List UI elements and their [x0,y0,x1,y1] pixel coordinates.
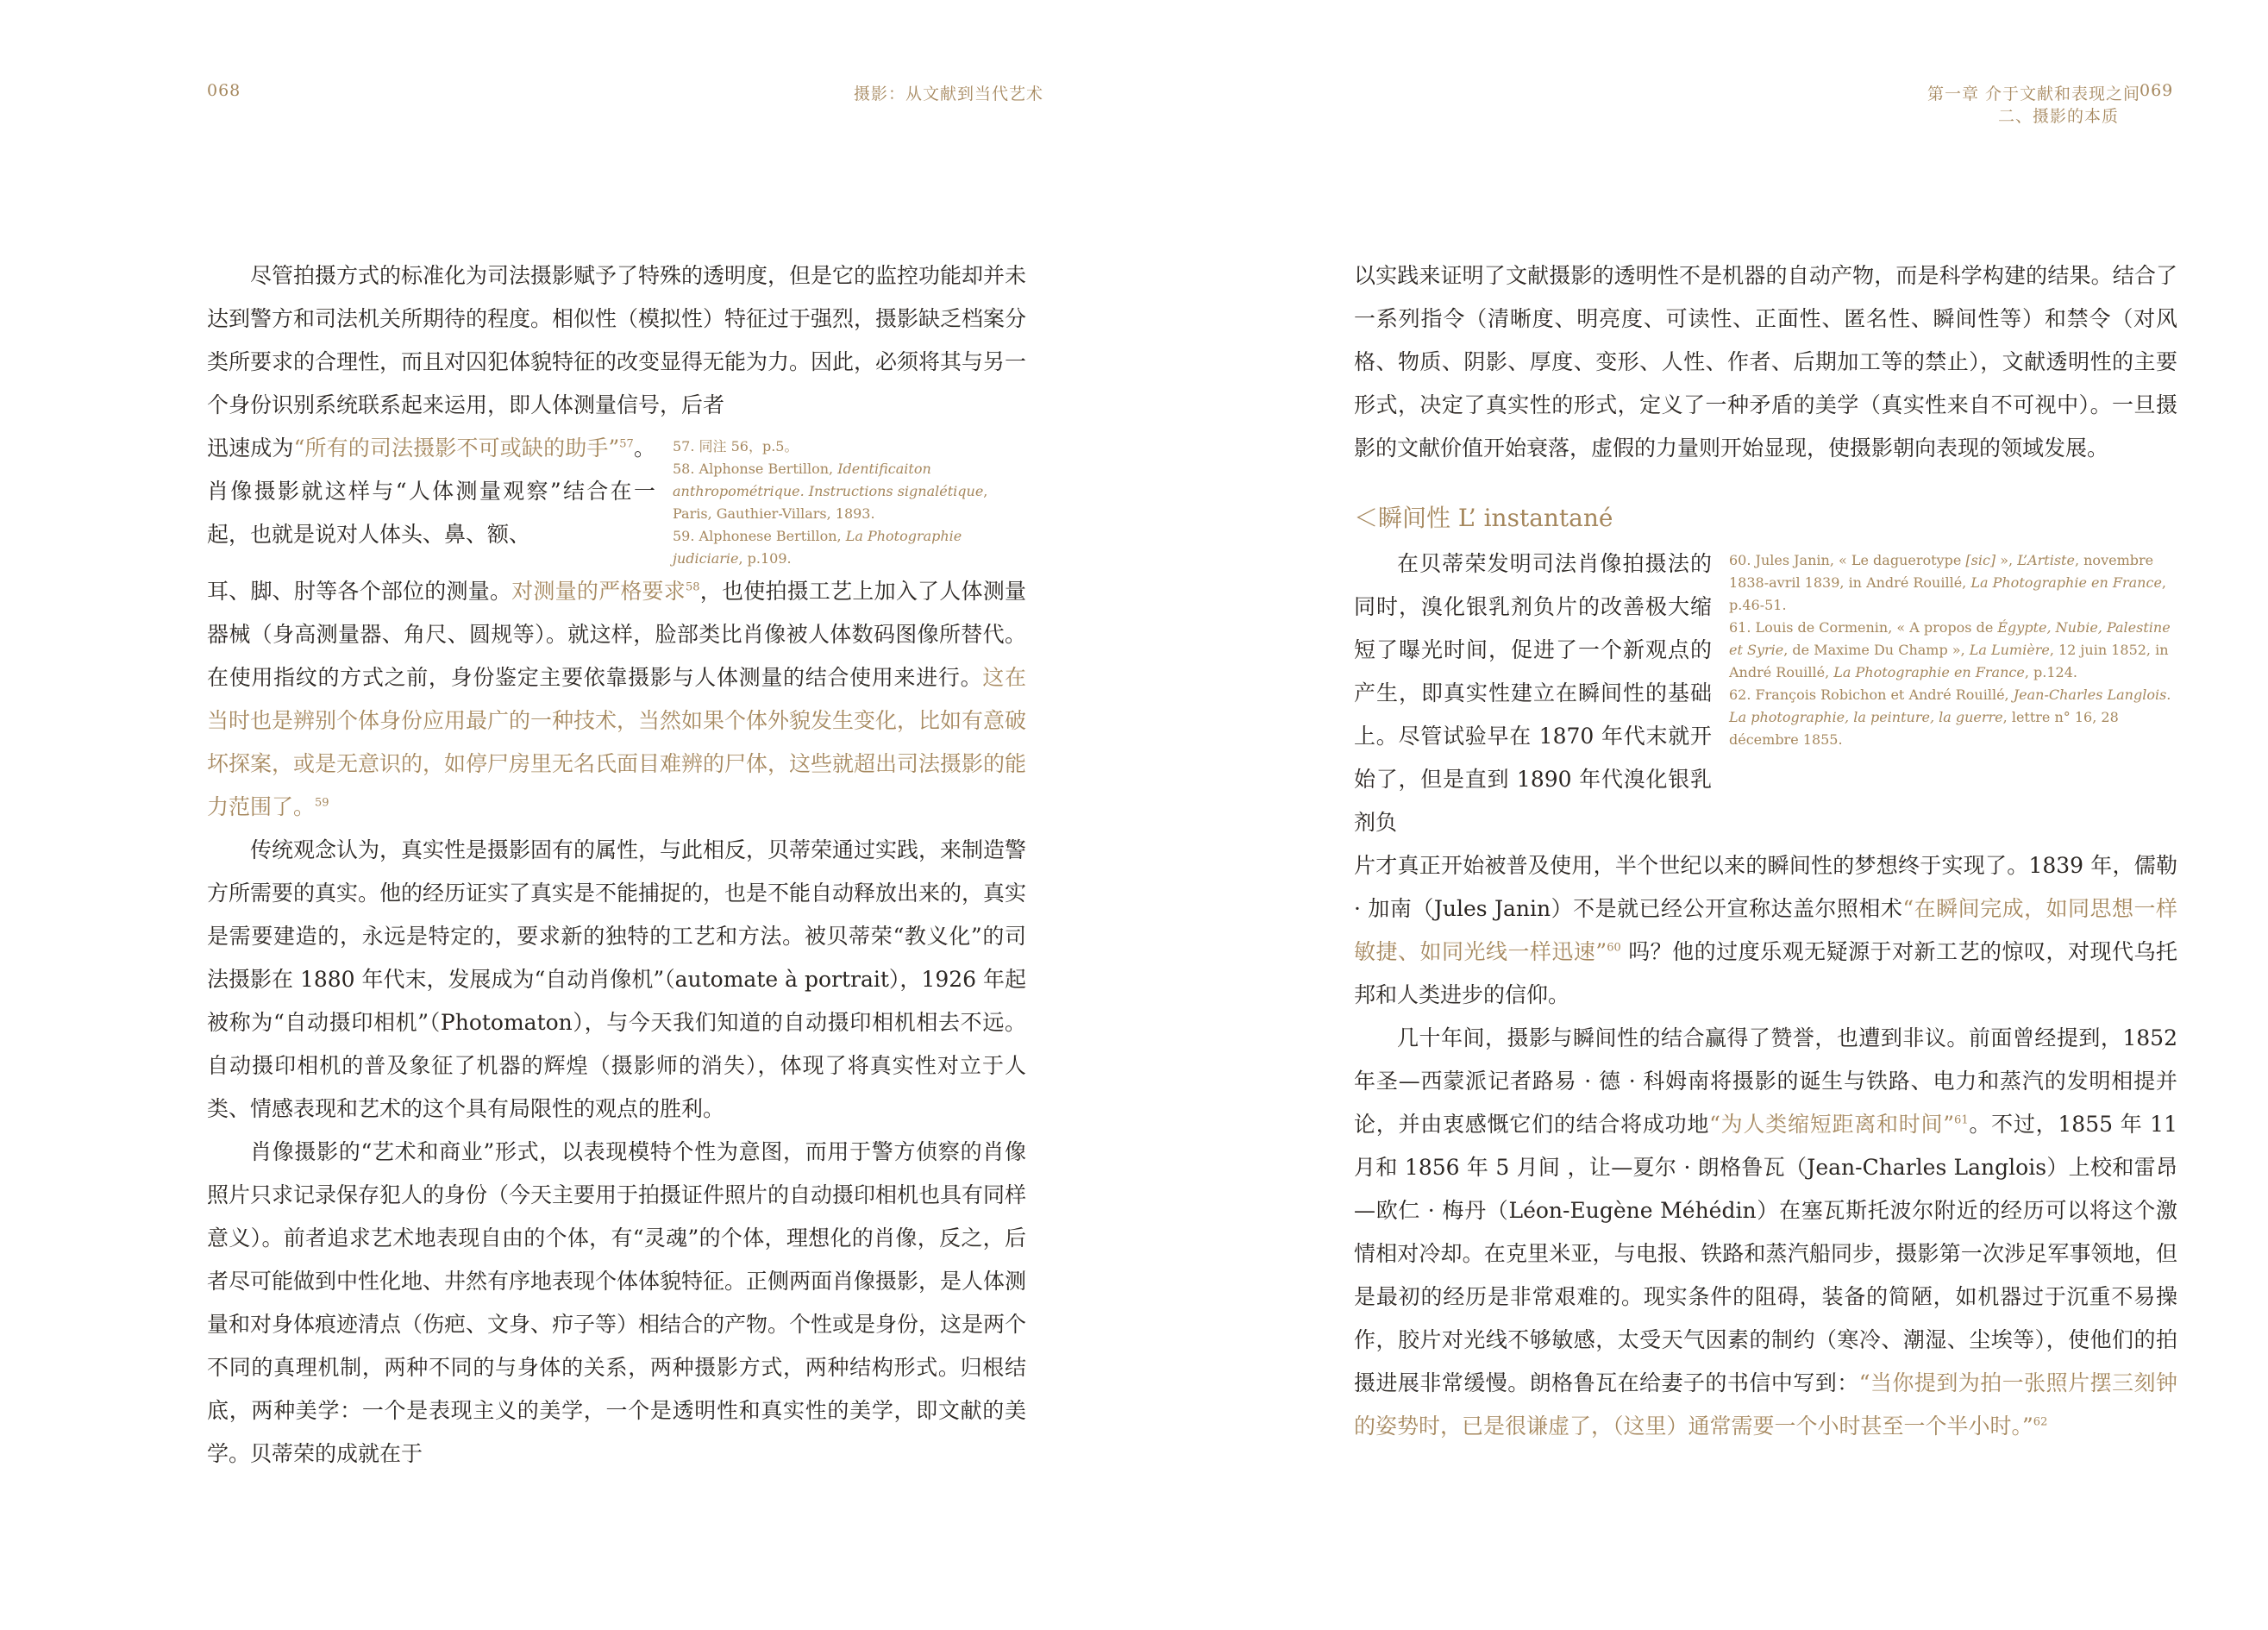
paragraph-3: 肖像摄影的“艺术和商业”形式，以表现模特个性为意图，而用于警方侦察的肖像照片只求记录保存犯人的身份（今天主要用于拍摄证件照片的自动摄印相机也具有同样意义）。前者追求艺术地表现自由的个体，有“灵魂”的个体，理想化的肖像，反之，后者尽可能做到中性化地、井然有序地表现个体体貌特征。正侧两面肖像摄影，是人体测量和对身体痕迹清点（伤疤、文身、疖子等）相结合的产物。个性或是身份，这是两个不同的真理机制，两种不同的与身体的关系，两种摄影方式，两种结构形式。归根结底，两种美学：一个是表现主义的美学，一个是透明性和真实性的美学，即文献的美学。贝蒂荣的成就在于 [207,1139,1027,1466]
footnote-ref-61: 61 [1954,1113,1969,1127]
footnote-59: 59. Alphonese Bertillon, La Photographie judiciarie, p.109. [673,528,962,567]
paragraph-4-wrapped: 在贝蒂荣发明司法肖像拍摄法的同时，溴化银乳剂负片的改善极大缩短了曝光时间，促进了一个新观点的产生，即真实性建立在瞬间性的基础上。尽管试验早在 1870 年代末就开始了，但是直到 1890 年代溴化银乳剂负 [1354,551,1712,835]
paragraph-1-intro: 尽管拍摄方式的标准化为司法摄影赋予了特殊的透明度，但是它的监控功能却并未达到警方和司法机关所期待的程度。相似性（模拟性）特征过于强烈，摄影缺乏档案分类所要求的合理性，而且对囚犯体貌特征的改变显得无能为力。因此，必须将其与另一个身份识别系统联系起来运用，即人体测量信号，后者 [207,263,1027,417]
paragraph-1-rest: 耳、脚、肘等各个部位的测量。对测量的严格要求$^{58}$，也使拍摄工艺上加入了人体测量器械（身高测量器、角尺、圆规等）。就这样，脸部类比肖像被人体数码图像所替代。在使用指纹的方式之前，身份鉴定主要依靠摄影与人体测量的结合使用来进行。这在当时也是辨别个体身份应用最广的一种技术，当然如果个体外貌发生变化，比如有意破坏探案，或是无意识的，如停尸房里无名氏面目难辨的尸体，这些就超出司法摄影的能力范围了。$^{59}$ [207,579,1027,819]
right-page [1134,0,2268,1630]
footnote-ref-58: 58 [686,580,700,594]
section-heading-instantane: ＜瞬间性 L’ instantané [1354,504,1613,532]
quote-62: “当你提到为拍一张照片摆三刻钟的姿势时，已是很谦虚了，（这里）通常需要一个小时甚至一个半小时。” [1354,1370,2177,1439]
footnotes-60-62 [1729,542,2177,751]
paragraph-1-wrapped: 迅速成为“所有的司法摄影不可或缺的助手”$^{57}$。肖像摄影就这样与“人体测量观察”结合在一起，也就是说对人体头、鼻、额、 [207,436,655,547]
left-body-text [207,254,1026,1476]
footnote-ref-62: 62 [2033,1415,2048,1429]
quote-57: “所有的司法摄影不可或缺的助手” [293,436,620,461]
footnote-58: 58. Alphonse Bertillon, Identificaiton anthropométrique. Instructions signalétique, Paris, Gauthier-Villars, 1893. [673,461,988,522]
footnote-57: 57. 同注 56，p.5。 [673,438,799,455]
quote-61: “为人类缩短距离和时间” [1709,1112,1955,1137]
section-subtitle-right: 二、摄影的本质 [1998,107,2120,126]
footnote-61: 61. Louis de Cormenin, « A propos de Égypte, Nubie, Palestine et Syrie, de Maxime Du Champ », La Lumière, 12 juin 1852, in André Rouillé, La Photographie en France, p.124. [1729,619,2171,680]
footnote-62: 62. François Robichon et André Rouillé, Jean-Charles Langlois. La photographie, la peinture, la guerre, lettre n° 16, 28 décembre 1855. [1729,686,2171,748]
footnote-wrap-block [207,427,1026,570]
right-body-text [1354,254,2177,1448]
page-number-left: 068 [207,81,241,100]
footnote-ref-57: 57 [619,437,634,451]
page-number-right: 069 [2140,81,2174,100]
paragraph-2: 传统观念认为，真实性是摄影固有的属性，与此相反，贝蒂荣通过实践，来制造警方所需要的真实。他的经历证实了真实是不能捕捉的，也是不能自动释放出来的，真实是需要建造的，永远是特定的，要求新的独特的工艺和方法。被贝蒂荣“教义化”的司法摄影在 1880 年代末，发展成为“自动肖像机”（automate à portrait），1926 年起被称为“自动摄印相机”（Photomaton），与今天我们知道的自动摄印相机相去不远。自动摄印相机的普及象征了机器的辉煌（摄影师的消失），体现了将真实性对立于人类、情感表现和艺术的这个具有局限性的观点的胜利。 [207,837,1027,1121]
quote-59: 这在当时也是辨别个体身份应用最广的一种技术，当然如果个体外貌发生变化，比如有意破坏探案，或是无意识的，如停尸房里无名氏面目难辨的尸体，这些就超出司法摄影的能力范围了。 [207,665,1027,819]
footnote-ref-59: 59 [315,796,329,810]
quote-58: 对测量的严格要求 [511,579,686,604]
running-title-left: 摄影：从文献到当代艺术 [854,85,1044,103]
paragraph-continued: 以实践来证明了文献摄影的透明性不是机器的自动产物，而是科学构建的结果。结合了一系列指令（清晰度、明亮度、可读性、正面性、匿名性、瞬间性等）和禁令（对风格、物质、阴影、厚度、变形、人性、作者、后期加工等的禁止），文献透明性的主要形式，决定了真实性的形式，定义了一种矛盾的美学（真实性来自不可视中）。一旦摄影的文献价值开始衰落，虚假的力量则开始显现，使摄影朝向表现的领域发展。 [1354,263,2177,461]
quote-60: “在瞬间完成，如同思想一样敏捷、如同光线一样迅速” [1354,896,2177,964]
footnote-ref-60: 60 [1607,941,1621,955]
running-title-right: 第一章 介于文献和表现之间 [1927,85,2141,103]
footnote-60: 60. Jules Janin, « Le daguerotype [sic] », L’Artiste, novembre 1838-avril 1839, in André Rouillé, La Photographie en France, p.46-51. [1729,552,2166,613]
paragraph-5: 几十年间，摄影与瞬间性的结合赢得了赞誉，也遭到非议。前面曾经提到，1852 年圣—西蒙派记者路易 · 德 · 科姆南将摄影的诞生与铁路、电力和蒸汽的发明相提并论，并由衷感慨它们的结合将成功地“为人类缩短距离和时间”$^{61}$。不过，1855 年 11 月和 1856 年 5 月间 ，让—夏尔 · 朗格鲁瓦（Jean-Charles Langlois）上校和雷昂—欧仁 · 梅丹（Léon-Eugène Méhédin）在塞瓦斯托波尔附近的经历可以将这个激情相对冷却。在克里米亚，与电报、铁路和蒸汽船同步，摄影第一次涉足军事领地，但是最初的经历是非常艰难的。现实条件的阻碍，装备的简陋，如机器过于沉重不易操作，胶片对光线不够敏感，太受天气因素的制约（寒冷、潮湿、尘埃等），使他们的拍摄进展非常缓慢。朗格鲁瓦在给妻子的书信中写到：“当你提到为拍一张照片摆三刻钟的姿势时，已是很谦虚了，（这里）通常需要一个小时甚至一个半小时。”$^{62}$ [1354,1025,2177,1439]
footnotes-57-59 [673,427,1026,570]
paragraph-4-rest: 片才真正开始被普及使用，半个世纪以来的瞬间性的梦想终于实现了。1839 年，儒勒 · 加南（Jules Janin）不是就已经公开宣称达盖尔照相术“在瞬间完成，如同思想一样敏捷、如同光线一样迅速”$^{60}$ 吗？他的过度乐观无疑源于对新工艺的惊叹，对现代乌托邦和人类进步的信仰。 [1354,853,2177,1007]
footnote-wrap-block-right [1354,542,2177,844]
